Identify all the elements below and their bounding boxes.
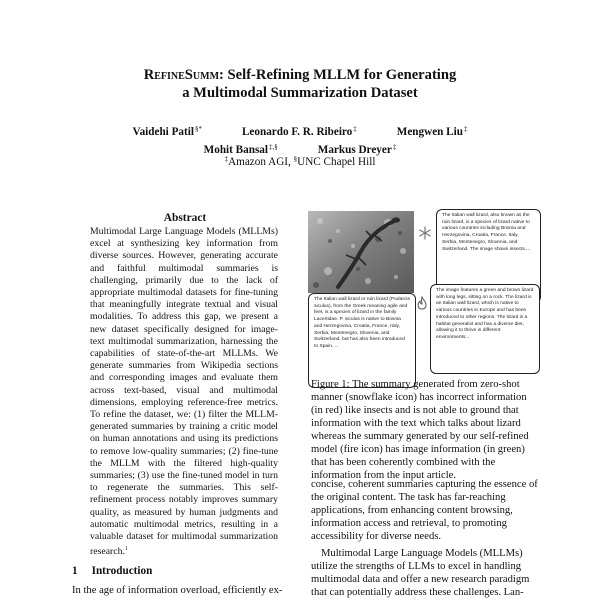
author-1: Vaidehi Patil§*: [132, 125, 202, 138]
lizard-photo: [308, 211, 414, 293]
footnote-mark[interactable]: 1: [124, 546, 128, 553]
abstract-heading: Abstract: [163, 212, 207, 224]
author-5: Markus Dreyer‡: [317, 143, 397, 156]
paper-title: [80, 66, 520, 102]
introduction-body: In the age of information overload, efficiently ex-: [72, 585, 283, 596]
section-heading-introduction: 1 Introduction: [72, 565, 153, 577]
author-3: Mengwen Liu‡: [396, 125, 468, 138]
snowflake-icon: [418, 226, 432, 245]
zero-shot-summary-bubble: The Italian wall lizard, also known as the ruin lizard, is a species of lizard native to various countries including Bosnia and Herzegovina, Croatia, France, Italy, Serbia, Montenegro, Slovenia, and Switzerland. The image shows insects....: [436, 209, 541, 303]
right-column-body: [311, 478, 539, 599]
title-line1-rest: : Self-Refining MLLM for Generating: [219, 67, 457, 83]
author-4: Mohit Bansal‡,§: [203, 143, 278, 156]
title-system-name: RefineSumm: [143, 67, 220, 83]
paragraph: concise, coherent summaries capturing the essence of the original content. The task has far-reaching applications, from enhancing content browsing, information access and retrieval, to promoting accessibility for diverse needs.: [311, 479, 538, 542]
fire-icon: [416, 296, 428, 315]
paragraph: Multimodal Large Language Models (MLLMs) utilize the strengths of LLMs to excel in handling multimodal data and offer a new research paradigm that can potentially address these challenges. Lan-: [311, 548, 530, 598]
author-2: Leonardo F. R. Ribeiro‡: [241, 125, 357, 138]
figure-1-caption: Figure 1: The summary generated from zero-shot manner (snowflake icon) has incorrect information (in red) like insects and is not able to ground that information with the text which talks about lizard whereas the summary generated by our self-refined model (fire icon) has image information (in green) that has been coherently combined with the information from the input article.: [311, 379, 529, 481]
refined-summary-bubble: The image features a green and brown lizard with long legs, sitting on a rock. The lizard is an Italian wall lizard, which is native to various countries in Europe and has been introduced to other regions. The lizard is a habitat generalist and has a diverse diet, allowing it to thrive in different environments...: [430, 284, 540, 374]
affiliations: ‡Amazon AGI, §UNC Chapel Hill: [224, 155, 376, 168]
input-article-bubble: The Italian wall lizard or ruin lizard (Podarcis siculus), from the Greek meaning agile and feet, is a species of lizard in the family Lacertidae. P. siculus is native to Bosnia and Herzegovina, Croatia, France, Italy, Serbia, Montenegro, Slovenia, and Switzerland, but has also been introduced to Spain, ...: [308, 293, 416, 388]
title-line2: a Multimodal Summarization Dataset: [182, 85, 418, 101]
abstract-body: Multimodal Large Language Models (MLLMs) excel at synthesizing key information from diverse sources. However, generating accurate and faithful multimodal summaries is challenging, primarily due to the lack of appropriate multimodal datasets for fine-tuning that meaningfully integrate textual and visual modalities. To address this gap, we present a new dataset specifically designed for image-text multimodal summarization, harnessing the capabilities of state-of-the-art MLLMs. We generate summaries from Wikipedia sections and corresponding images and evaluate them across text-based, visual and multimodal dimensions, employing reference-free metrics. To refine the dataset, we: (1) filter the MLLM-generated summaries by training a critic model on human annotations and using its predictions to remove low-quality summaries; (2) fine-tune the MLLM with the filtered high-quality summaries; (3) use the fine-tuned model in turn to regenerate the summaries. This self-refinement process notably improves summary quality, as measured by human judgments and automatic multimodal metrics, resulting in a valuable dataset for multimodal summarization research.$^1$: [90, 226, 278, 558]
